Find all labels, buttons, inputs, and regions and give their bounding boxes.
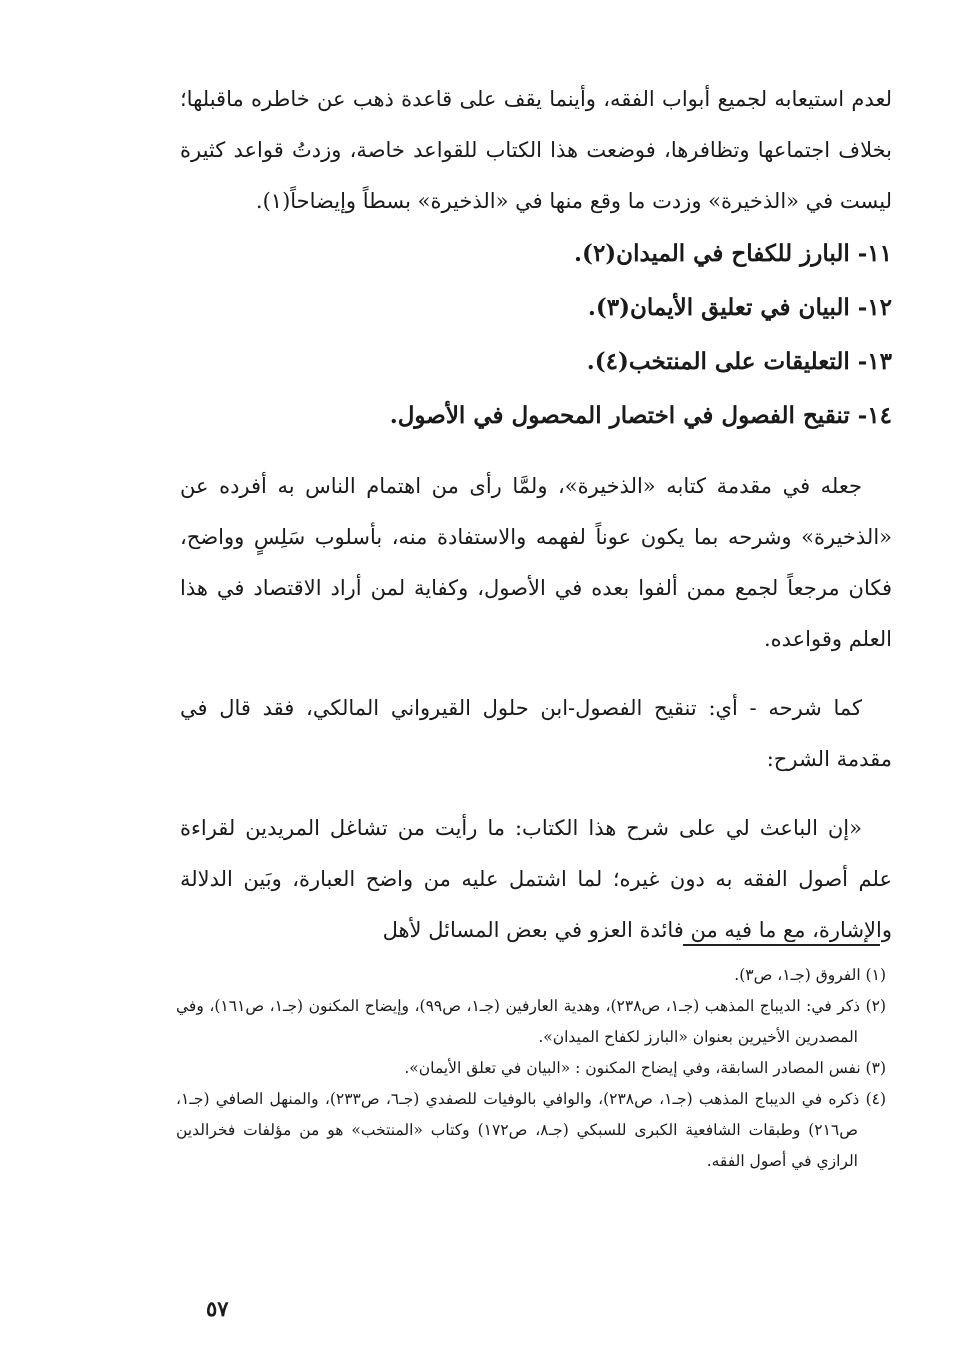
quotation-paragraph: «إن الباعث لي على شرح هذا الكتاب: ما رأيت من تشاغل المريدين لقراءة علم أصول الفقه به دون غيره؛ لما اشتمل عليه من واضح العبارة، وبَين الدلالة والإشارة، مع ما فيه من فائدة العزو في بعض المسائل لأهل bbox=[180, 816, 892, 942]
footnote-3: (٣) نفس المصادر السابقة، وفي إيضاح المكنون : «البيان في تعلق الأيمان». bbox=[404, 1059, 886, 1077]
main-text bbox=[180, 74, 892, 956]
footnote-1: (١) الفروق (جـ١، ص٣). bbox=[734, 966, 886, 984]
page-number: ٥٧ bbox=[206, 1296, 229, 1321]
book-item-11: ١١- البارز للكفاح في الميدان(٢). bbox=[574, 240, 892, 267]
book-item-14: ١٤- تنقيح الفصول في اختصار المحصول في الأصول. bbox=[389, 402, 892, 429]
footnote-4: (٤) ذكره في الديباج المذهب (جـ١، ص٢٣٨)، والوافي بالوفيات للصفدي (جـ٦، ص٢٣٣)، والمنهل الصافي (جـ١، ص٢١٦) وطبقات الشافعية الكبرى للسبكي (جـ٨، ص١٧٢) وكتاب «المنتخب» هو من مؤلفات فخرالدين الرازي في أصول الفقه. bbox=[176, 1090, 887, 1170]
book-item-12: ١٢- البيان في تعليق الأيمان(٣). bbox=[587, 294, 892, 321]
footnote-divider bbox=[683, 944, 880, 946]
footnotes bbox=[176, 960, 886, 1177]
footnote-2: (٢) ذكر في: الديباج المذهب (جـ١، ص٢٣٨)، وهدية العارفين (جـ١، ص٩٩)، وإيضاح المكنون (جـ١، ص١٦١)، وفي المصدرين الأخيرين بعنوان «البارز لكفاح الميدان». bbox=[176, 997, 887, 1046]
intro-paragraph: لعدم استيعابه لجميع أبواب الفقه، وأينما يقف على قاعدة ذهب عن خاطره ماقبلها؛ بخلاف اجتماعها وتظافرها، فوضعت هذا الكتاب للقواعد خاصة، وزدتُ قواعد كثيرة ليست في «الذخيرة» وزدت ما وقع منها في «الذخيرة» بسطاً وإيضاحاً(١). bbox=[180, 87, 892, 213]
commentary-intro: كما شرحه - أي: تنقيح الفصول-ابن حلول القيرواني المالكي، فقد قال في مقدمة الشرح: bbox=[180, 696, 892, 771]
tanqih-description: جعله في مقدمة كتابه «الذخيرة»، ولمَّا رأى من اهتمام الناس به أفرده عن «الذخيرة» وشرحه بما يكون عوناً لفهمه والاستفادة منه، بأسلوب سَلِسٍ وواضح، فكان مرجعاً لجمع ممن ألفوا بعده في الأصول، وكفاية لمن أراد الاقتصاد في هذا العلم وقواعده. bbox=[180, 474, 892, 651]
book-item-13: ١٣- التعليقات على المنتخب(٤). bbox=[586, 348, 892, 375]
